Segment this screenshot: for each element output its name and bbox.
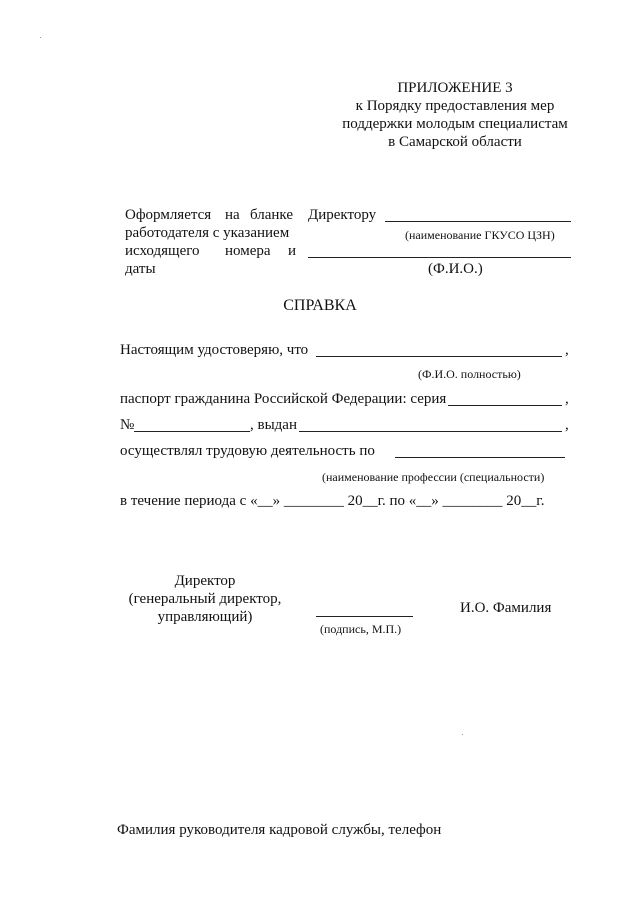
header-left-word-5: номера: [225, 243, 271, 259]
header-left-line-2: работодателя с указанием: [125, 225, 290, 241]
fio-full-caption: (Ф.И.О. полностью): [418, 367, 521, 381]
comma-3: ,: [565, 417, 569, 433]
scan-speck: [40, 37, 41, 38]
work-text: осуществлял трудовую деятельность по: [120, 443, 375, 459]
header-left-word-1: Оформляется: [125, 207, 212, 223]
passport-number-line: [134, 431, 250, 432]
signature-line: [316, 616, 413, 617]
comma-1: ,: [565, 342, 569, 358]
issued-by-line: [299, 431, 562, 432]
header-left-word-3: бланке: [250, 207, 294, 223]
appendix-line-2: поддержки молодым специалистам: [342, 116, 568, 132]
issued-text: , выдан: [250, 417, 297, 433]
profession-line: [395, 457, 565, 458]
period-text: в течение периода с «__» ________ 20__г. по «__» ________ 20__г.: [120, 493, 545, 509]
appendix-title: ПРИЛОЖЕНИЕ 3: [397, 80, 513, 96]
signatory-position-3: управляющий): [157, 609, 253, 625]
passport-series-line: [448, 405, 562, 406]
fio-caption: (Ф.И.О.): [428, 261, 483, 277]
appendix-line-3: в Самарской области: [388, 134, 522, 150]
profession-caption: (наименование профессии (специальности): [322, 470, 545, 484]
hr-footer: Фамилия руководителя кадровой службы, телефон: [117, 822, 442, 838]
director-label: Директору: [308, 207, 377, 223]
signatory-name: И.О. Фамилия: [460, 600, 552, 616]
passport-text: паспорт гражданина Российской Федерации: серия: [120, 391, 447, 407]
signature-caption: (подпись, М.П.): [320, 622, 402, 636]
certify-text: Настоящим удостоверяю, что: [120, 342, 309, 358]
employee-name-line: [316, 356, 562, 357]
appendix-line-1: к Порядку предоставления мер: [355, 98, 555, 114]
comma-2: ,: [565, 391, 569, 407]
org-name-line: [385, 221, 571, 222]
signatory-position-2: (генеральный директор,: [128, 591, 282, 607]
header-left-line-4: даты: [125, 261, 156, 277]
header-left-word-2: на: [225, 207, 240, 223]
header-left-word-6: и: [288, 243, 297, 259]
signatory-position-1: Директор: [174, 573, 236, 589]
header-left-word-4: исходящего: [125, 243, 200, 259]
org-caption: (наименование ГКУСО ЦЗН): [405, 228, 555, 242]
number-sign: №: [120, 417, 135, 433]
fio-line: [308, 257, 571, 258]
doc-title: СПРАВКА: [283, 297, 357, 314]
scan-speck: [462, 734, 463, 735]
